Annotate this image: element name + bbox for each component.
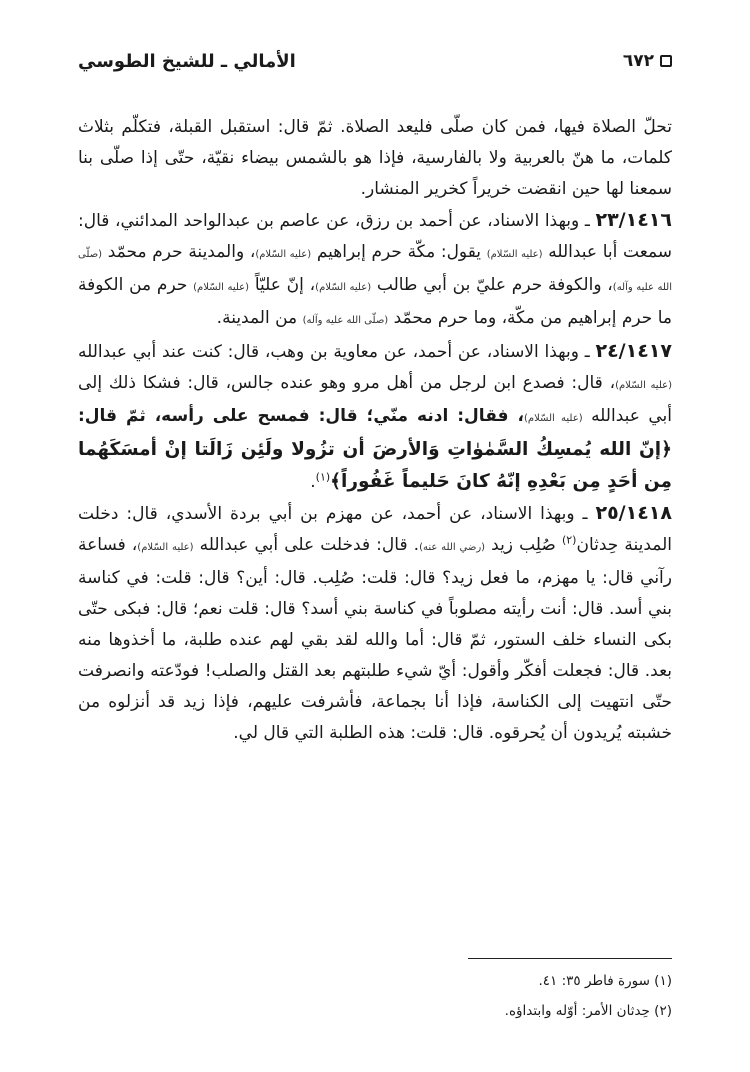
salutation: (عليه السّلام) (255, 249, 312, 260)
salutation: (صلّى الله عليه وآله) (302, 315, 389, 326)
text-run: ـ وبهذا الاسناد، عن أحمد بن رزق، عن عاصم بن عبدالواحد المدائني، قال: سمعت أبا عبدالله (78, 211, 673, 262)
hadith-1416 (78, 205, 672, 336)
footnote-ref[interactable]: (١) (315, 470, 331, 484)
paragraph-continuation (78, 112, 672, 205)
salutation: (عليه السّلام) (524, 413, 583, 424)
text-run: . قال: فدخلت على أبي عبدالله (193, 535, 420, 555)
salutation: (عليه السّلام) (315, 282, 372, 293)
hadith-number: ٢٥/١٤١٨ (595, 502, 672, 524)
hadith-1417 (78, 336, 672, 498)
text-run: ، والكوفة حرم عليّ بن أبي طالب (371, 275, 613, 295)
hadith-1418 (78, 498, 672, 749)
footnote-ref[interactable]: (٢) (561, 533, 577, 547)
quran-verse: ﴿إنّ الله يُمسِكُ السَّمٰوٰاتِ وَالأرضَ أن تزُولا ولَئِن زَالَتا إنْ أمسَكَهُما مِن أحَدٍ مِن بَعْدِهِ إنّهُ كانَ حَليماً غَفُوراً﴾ (78, 439, 672, 492)
hadith-number: ٢٤/١٤١٧ (595, 340, 672, 362)
text-run: تحلّ الصلاة فيها، فمن كان صلّى فليعد الصلاة. ثمّ قال: استقبل القبلة، فتكلّم بثلاث كلمات، ما هنّ بالعربية ولا بالفارسية، فإذا هو بالشمس بيضاء نقيّة، حتّى إذا صلّى بنا سمعنا لها حين انقضت خريراً كخرير المنشار. (78, 117, 672, 199)
text-run: . (310, 472, 316, 492)
text-run: صُلِب زيد (485, 535, 562, 555)
page-header (78, 46, 672, 76)
page-body (78, 112, 672, 749)
text-run: ـ وبهذا الاسناد، عن أحمد، عن مهزم بن أبي بردة الأسدي، قال: دخلت المدينة حِدثان (78, 504, 672, 555)
book-title: الأمالي ـ للشيخ الطوسي (78, 50, 296, 72)
footnotes (78, 966, 672, 1026)
hadith-number: ٢٣/١٤١٦ (595, 209, 672, 231)
page-number-text: ٦٧٢ (622, 51, 654, 71)
salutation: (عليه السّلام) (193, 282, 250, 293)
text-run: حرم من الكوفة ما حرم إبراهيم من مكّة، وما حرم محمّد (78, 275, 672, 328)
text-run: يقول: مكّة حرم إبراهيم (311, 242, 487, 262)
salutation: (صلّى الله عليه وآله) (78, 249, 672, 293)
text-run: ـ وبهذا الاسناد، عن أحمد، عن معاوية بن وهب، قال: كنت عند أبي عبدالله (78, 342, 596, 362)
text-run: ، فساعة رآني قال: يا مهزم، ما فعل زيد؟ قال: قلت: صُلِب. قال: أين؟ قال: قلت: في كناسة بني أسد. قال: أنت رأيته مصلوباً في كناسة بني أسد؟ قال: قلت نعم؛ قال: فبكى حتّى بكى النساء خلف الستور، ثمّ قال: أما والله لقد بقي لهم عنده طلبة، ما أخذوها منه بعد. قال: فجعلت أفكّر وأقول: أيّ شيء طلبتهم بعد القتل والصلب! فودّعته وانصرفت حتّى انتهيت إلى الكناسة، فإذا أنا بجماعة، فأشرفت عليهم، فإذا زيد قد أنزلوه من خشبته يُريدون أن يُحرقوه. قال: قلت: هذه الطلبة التي قال لي. (78, 535, 672, 743)
footnote-divider (468, 958, 672, 959)
footnote-1: (١) سورة فاطر ٣٥: ٤١. (538, 973, 672, 989)
page-number (623, 51, 672, 71)
text-run: ، والمدينة حرم محمّد (102, 242, 256, 262)
salutation: (عليه السّلام) (486, 249, 543, 260)
text-run: ، قال: فصدع ابن لرجل من أهل مرو وهو عنده جالس، قال: فشكا ذلك إلى أبي عبدالله (78, 373, 672, 426)
salutation: (رضي الله عنه) (419, 542, 486, 553)
salutation: (عليه السّلام) (137, 542, 194, 553)
salutation: (عليه السّلام) (615, 380, 672, 391)
text-run: ، فقال: ادنه منّي؛ قال: فمسح على رأسه، ثمّ قال: (78, 406, 524, 426)
text-run: من المدينة. (216, 308, 303, 328)
square-icon (660, 55, 672, 67)
footnote-2: (٢) حِدثان الأمر: أوّله وابتداؤه. (504, 1003, 672, 1019)
text-run: ، إنّ عليّاً (249, 275, 316, 295)
